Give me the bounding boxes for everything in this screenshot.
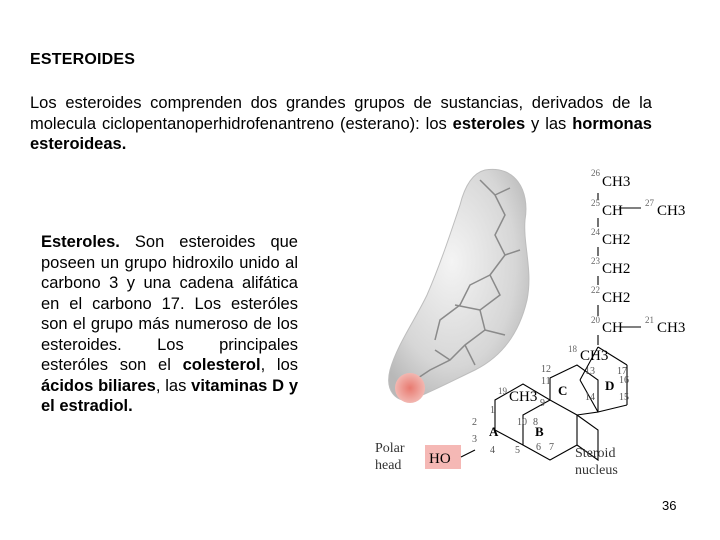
hydroxyl-bond bbox=[461, 450, 475, 457]
atom-group: CH bbox=[602, 203, 623, 219]
page-number: 36 bbox=[662, 498, 677, 513]
intro-text: y las bbox=[525, 114, 573, 133]
atom-number: 5 bbox=[515, 445, 520, 456]
atom-number: 4 bbox=[490, 445, 495, 456]
sterols-bold-bile-acids: ácidos biliares bbox=[41, 376, 156, 395]
atom-number: 17 bbox=[617, 366, 627, 377]
polar-head-label: Polar bbox=[375, 441, 405, 456]
atom-number: 20 bbox=[591, 315, 600, 325]
space-filling-model bbox=[389, 169, 529, 403]
hydroxyl-label: HO bbox=[429, 451, 451, 467]
cholesterol-diagram bbox=[355, 160, 695, 485]
atom-number: 8 bbox=[533, 417, 538, 428]
polar-head-label: head bbox=[375, 458, 402, 473]
sterols-bold-cholesterol: colesterol bbox=[182, 356, 261, 374]
atom-number: 22 bbox=[591, 285, 600, 295]
atom-number: 21 bbox=[645, 315, 654, 325]
atom-number: 19 bbox=[498, 386, 507, 396]
atom-number: 10 bbox=[517, 417, 527, 428]
atom-number: 12 bbox=[541, 364, 551, 375]
intro-text: Los esteroides comprenden dos grandes grupos de sustancias, derivados de la molecula ciclopentanoperhidrofenantreno (esterano): los bbox=[30, 94, 652, 133]
sterols-paragraph bbox=[41, 232, 298, 417]
steroid-nucleus-label: nucleus bbox=[575, 463, 618, 478]
ring-letter-b: B bbox=[535, 424, 544, 439]
atom-number: 2 bbox=[472, 417, 477, 428]
atom-number: 25 bbox=[591, 198, 600, 208]
atom-number: 23 bbox=[591, 256, 600, 266]
atom-number: 11 bbox=[541, 376, 551, 387]
sterols-text: , las bbox=[155, 376, 192, 395]
sterols-heading: Esteroles. bbox=[41, 233, 120, 251]
sterols-bold-vitamins: vitaminas D y el estradiol. bbox=[41, 376, 298, 415]
atom-group: CH3 bbox=[657, 203, 686, 219]
atom-number: 14 bbox=[585, 392, 595, 403]
atom-group: CH2 bbox=[602, 261, 631, 277]
atom-number: 9 bbox=[540, 398, 545, 409]
atom-number: 1 bbox=[490, 405, 495, 416]
atom-number: 16 bbox=[619, 375, 629, 386]
atom-group: CH3 bbox=[580, 348, 609, 364]
ring-letter-a: A bbox=[489, 424, 499, 439]
page-title: ESTEROIDES bbox=[30, 51, 136, 68]
ring-letter-d: D bbox=[605, 378, 615, 393]
intro-bold-hormones: hormonas esteroideas. bbox=[30, 114, 652, 153]
sterols-text: Son esteroides que poseen un grupo hidroxilo unido al carbono 3 y una cadena alifática en el carbono 17. Los esteróles son el grupo más numeroso de los esteroides. Los principales esteróles son el bbox=[41, 233, 298, 374]
atom-number: 3 bbox=[472, 434, 477, 445]
atom-number: 7 bbox=[549, 442, 554, 453]
atom-group: CH3 bbox=[657, 320, 686, 336]
intro-bold-sterols: esteroles bbox=[452, 114, 526, 133]
atom-number: 27 bbox=[645, 198, 654, 208]
intro-paragraph bbox=[30, 93, 652, 155]
hydroxyl-sphere bbox=[395, 373, 425, 403]
steroid-nucleus-label: Steroid bbox=[575, 446, 616, 461]
atom-number: 15 bbox=[619, 392, 629, 403]
atom-group: CH bbox=[602, 320, 623, 336]
atom-group: CH3 bbox=[602, 174, 631, 190]
ring-letter-c: C bbox=[558, 383, 568, 398]
atom-group: CH2 bbox=[602, 290, 631, 306]
sterols-text: , los bbox=[260, 356, 298, 374]
cholesterol-figure bbox=[355, 160, 695, 485]
atom-number: 18 bbox=[568, 344, 577, 354]
atom-group: CH2 bbox=[602, 232, 631, 248]
atom-number: 26 bbox=[591, 168, 600, 178]
atom-number: 6 bbox=[536, 442, 541, 453]
atom-number: 13 bbox=[585, 366, 595, 377]
atom-number: 24 bbox=[591, 227, 600, 237]
atom-group: CH3 bbox=[509, 389, 538, 405]
